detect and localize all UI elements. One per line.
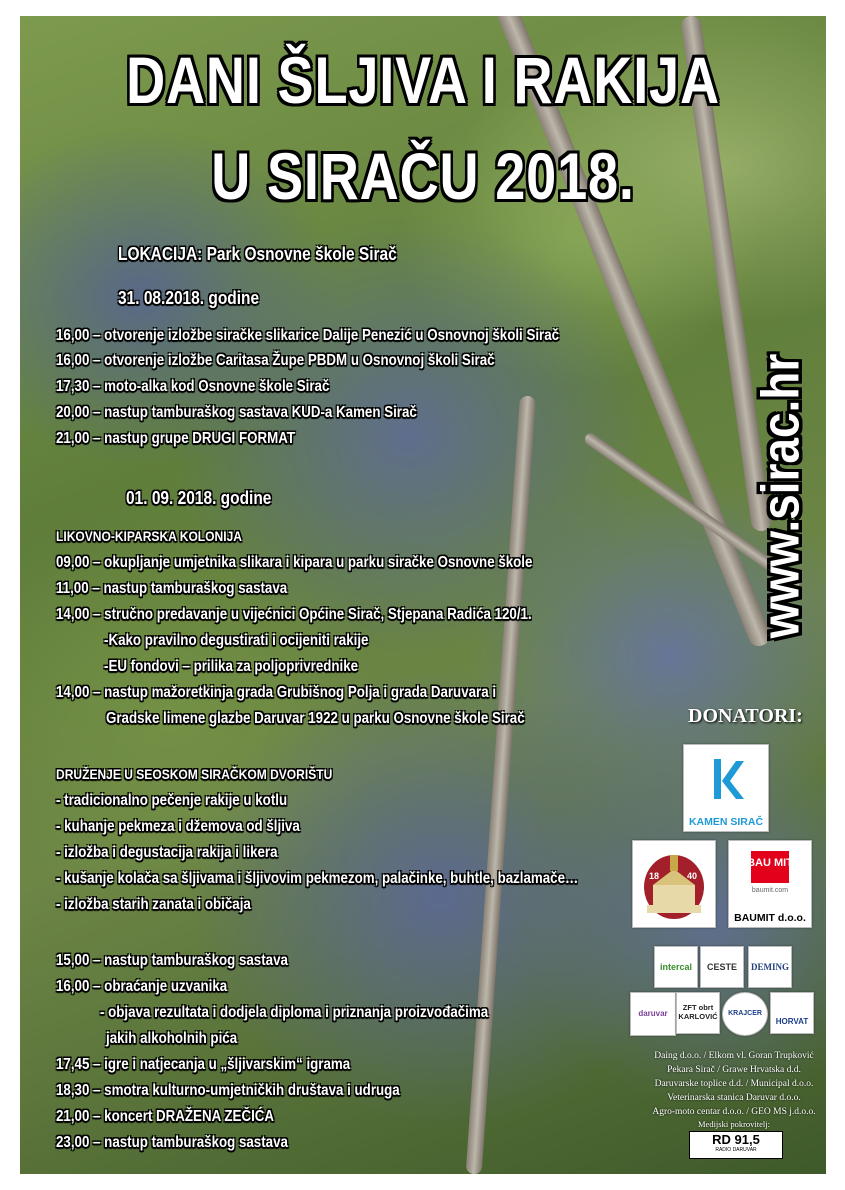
baumit-url: baumit.com — [751, 887, 789, 894]
title-line-1: DANI ŠLJIVA I RAKIJA — [126, 43, 720, 117]
day1-item: 20,00 – nastup tamburaškog sastava KUD-a Kamen Sirač — [56, 404, 417, 421]
media-label: Medijski pokrovitelj: — [697, 1119, 770, 1129]
daruvar-label: daruvar — [638, 1009, 668, 1018]
day2-item: 14,00 – stručno predavanje u vijećnici Općine Sirač, Stjepana Radića 120/1. — [56, 606, 532, 623]
radio-name: RADIO DARUVAR — [715, 1147, 757, 1153]
section-heading: DRUŽENJE U SEOSKOM SIRAČKOM DVORIŠTU — [56, 766, 333, 782]
horvat-label: HORVAT — [775, 1017, 809, 1026]
day2-item: 09,00 – okupljanje umjetnika slikara i kipara u parku siračke Osnovne škole — [56, 554, 533, 571]
evening-item: 15,00 – nastup tamburaškog sastava — [56, 952, 288, 969]
day1-item: 16,00 – otvorenje izložbe siračke slikarice Dalije Penezić u Osnovnoj školi Sirač — [56, 327, 560, 344]
donors-heading: DONATORI: — [688, 705, 803, 727]
day1-item: 17,30 – moto-alka kod Osnovne škole Sirač — [56, 378, 330, 395]
intercal-label: intercal — [659, 962, 692, 972]
baumit-caption: BAUMIT d.o.o. — [734, 912, 806, 924]
evening-item: 23,00 – nastup tamburaškog sastava — [56, 1134, 288, 1151]
evening-item: 17,45 – igre i natjecanja u „šljivarskim“ igrama — [56, 1056, 351, 1073]
branch-decoration — [466, 395, 536, 1174]
krajcer-logo — [722, 992, 768, 1036]
crest-year-left: 18 — [649, 871, 660, 881]
zft-karlovic-logo — [676, 992, 720, 1034]
kamen-k-icon — [684, 749, 768, 809]
intercal-logo — [654, 946, 698, 988]
website-url[interactable] — [740, 346, 820, 646]
ceste-logo — [700, 946, 744, 988]
sponsor-list — [632, 1049, 826, 1119]
location: LOKACIJA: Park Osnovne škole Sirač — [118, 244, 397, 264]
sponsor-line: Agro-moto centar d.o.o. / GEO MS j.d.o.o. — [652, 1107, 816, 1117]
evening-item: jakih alkoholnih pića — [106, 1030, 238, 1047]
deming-label: DEMING — [751, 962, 789, 972]
evening-item: 21,00 – koncert DRAŽENA ZEČIĆA — [56, 1108, 275, 1125]
website-text: www.sirac.hr — [750, 353, 810, 639]
activity-item: - izložba starih zanata i običaja — [56, 896, 251, 913]
activity-item: - tradicionalno pečenje rakije u kotlu — [56, 792, 288, 809]
horvat-logo — [770, 992, 814, 1034]
day2-item: 11,00 – nastup tamburaškog sastava — [56, 580, 288, 597]
activity-item: - izložba i degustacija rakija i likera — [56, 844, 278, 861]
day2-item: Gradske limene glazbe Daruvar 1922 u parku Osnovne škole Sirač — [106, 710, 525, 727]
day1-item: 21,00 – nastup grupe DRUGI FORMAT — [56, 430, 295, 447]
activity-item: - kuhanje pekmeza i džemova od šljiva — [56, 818, 300, 835]
baumit-brand: BAU MIT — [747, 857, 793, 869]
sponsor-line: Daing d.o.o. / Elkom vl. Goran Trupković — [654, 1051, 814, 1061]
day2-item: 14,00 – nastup mažoretkinja grada Grubišnog Polja i grada Daruvara i — [56, 684, 497, 701]
title-line-2: U SIRAČU 2018. — [211, 139, 635, 213]
crest-year-right: 40 — [687, 871, 698, 881]
radio-frequency: RD 91,5 — [712, 1132, 760, 1147]
activity-item: - kušanje kolača sa šljivama i šljivovim pekmezom, palačinke, buhtle, bazlamače… — [56, 870, 579, 887]
day2-date: 01. 09. 2018. godine — [126, 488, 272, 508]
kamen-sirac-logo — [683, 744, 769, 832]
daruvar-logo — [630, 992, 676, 1036]
baumit-logo — [728, 840, 812, 928]
kamen-caption: KAMEN SIRAČ — [688, 816, 764, 828]
day1-date: 31. 08.2018. godine — [118, 288, 260, 308]
sponsor-line: Veterinarska stanica Daruvar d.o.o. — [667, 1093, 801, 1103]
day2-item: -Kako pravilno degustirati i ocijeniti rakije — [104, 632, 369, 649]
crest-icon — [633, 841, 715, 927]
day1-item: 16,00 – otvorenje izložbe Caritasa Župe PBDM u Osnovnoj školi Sirač — [56, 352, 495, 369]
sponsor-line: Pekara Sirač / Grawe Hrvatska d.d. — [667, 1065, 801, 1075]
section-heading: LIKOVNO-KIPARSKA KOLONIJA — [56, 528, 242, 544]
evening-item: 18,30 – smotra kulturno-umjetničkih društava i udruga — [56, 1082, 400, 1099]
ceste-label: CESTE — [706, 962, 737, 972]
deming-logo — [748, 946, 792, 988]
evening-item: - objava rezultata i dodjela diploma i priznanja proizvođačima — [100, 1004, 489, 1021]
poster-background — [20, 16, 826, 1174]
krajcer-label: KRAJCER — [728, 1010, 762, 1017]
radio-daruvar-logo — [689, 1131, 783, 1159]
municipality-crest-logo — [632, 840, 716, 928]
evening-item: 16,00 – obraćanje uzvanika — [56, 978, 228, 995]
day2-item: -EU fondovi – prilika za poljoprivrednike — [104, 658, 359, 675]
zft-label: ZFT obrt KARLOVIĆ — [678, 1003, 718, 1021]
sponsor-line: Daruvarske toplice d.d. / Municipal d.o.o. — [654, 1079, 814, 1089]
